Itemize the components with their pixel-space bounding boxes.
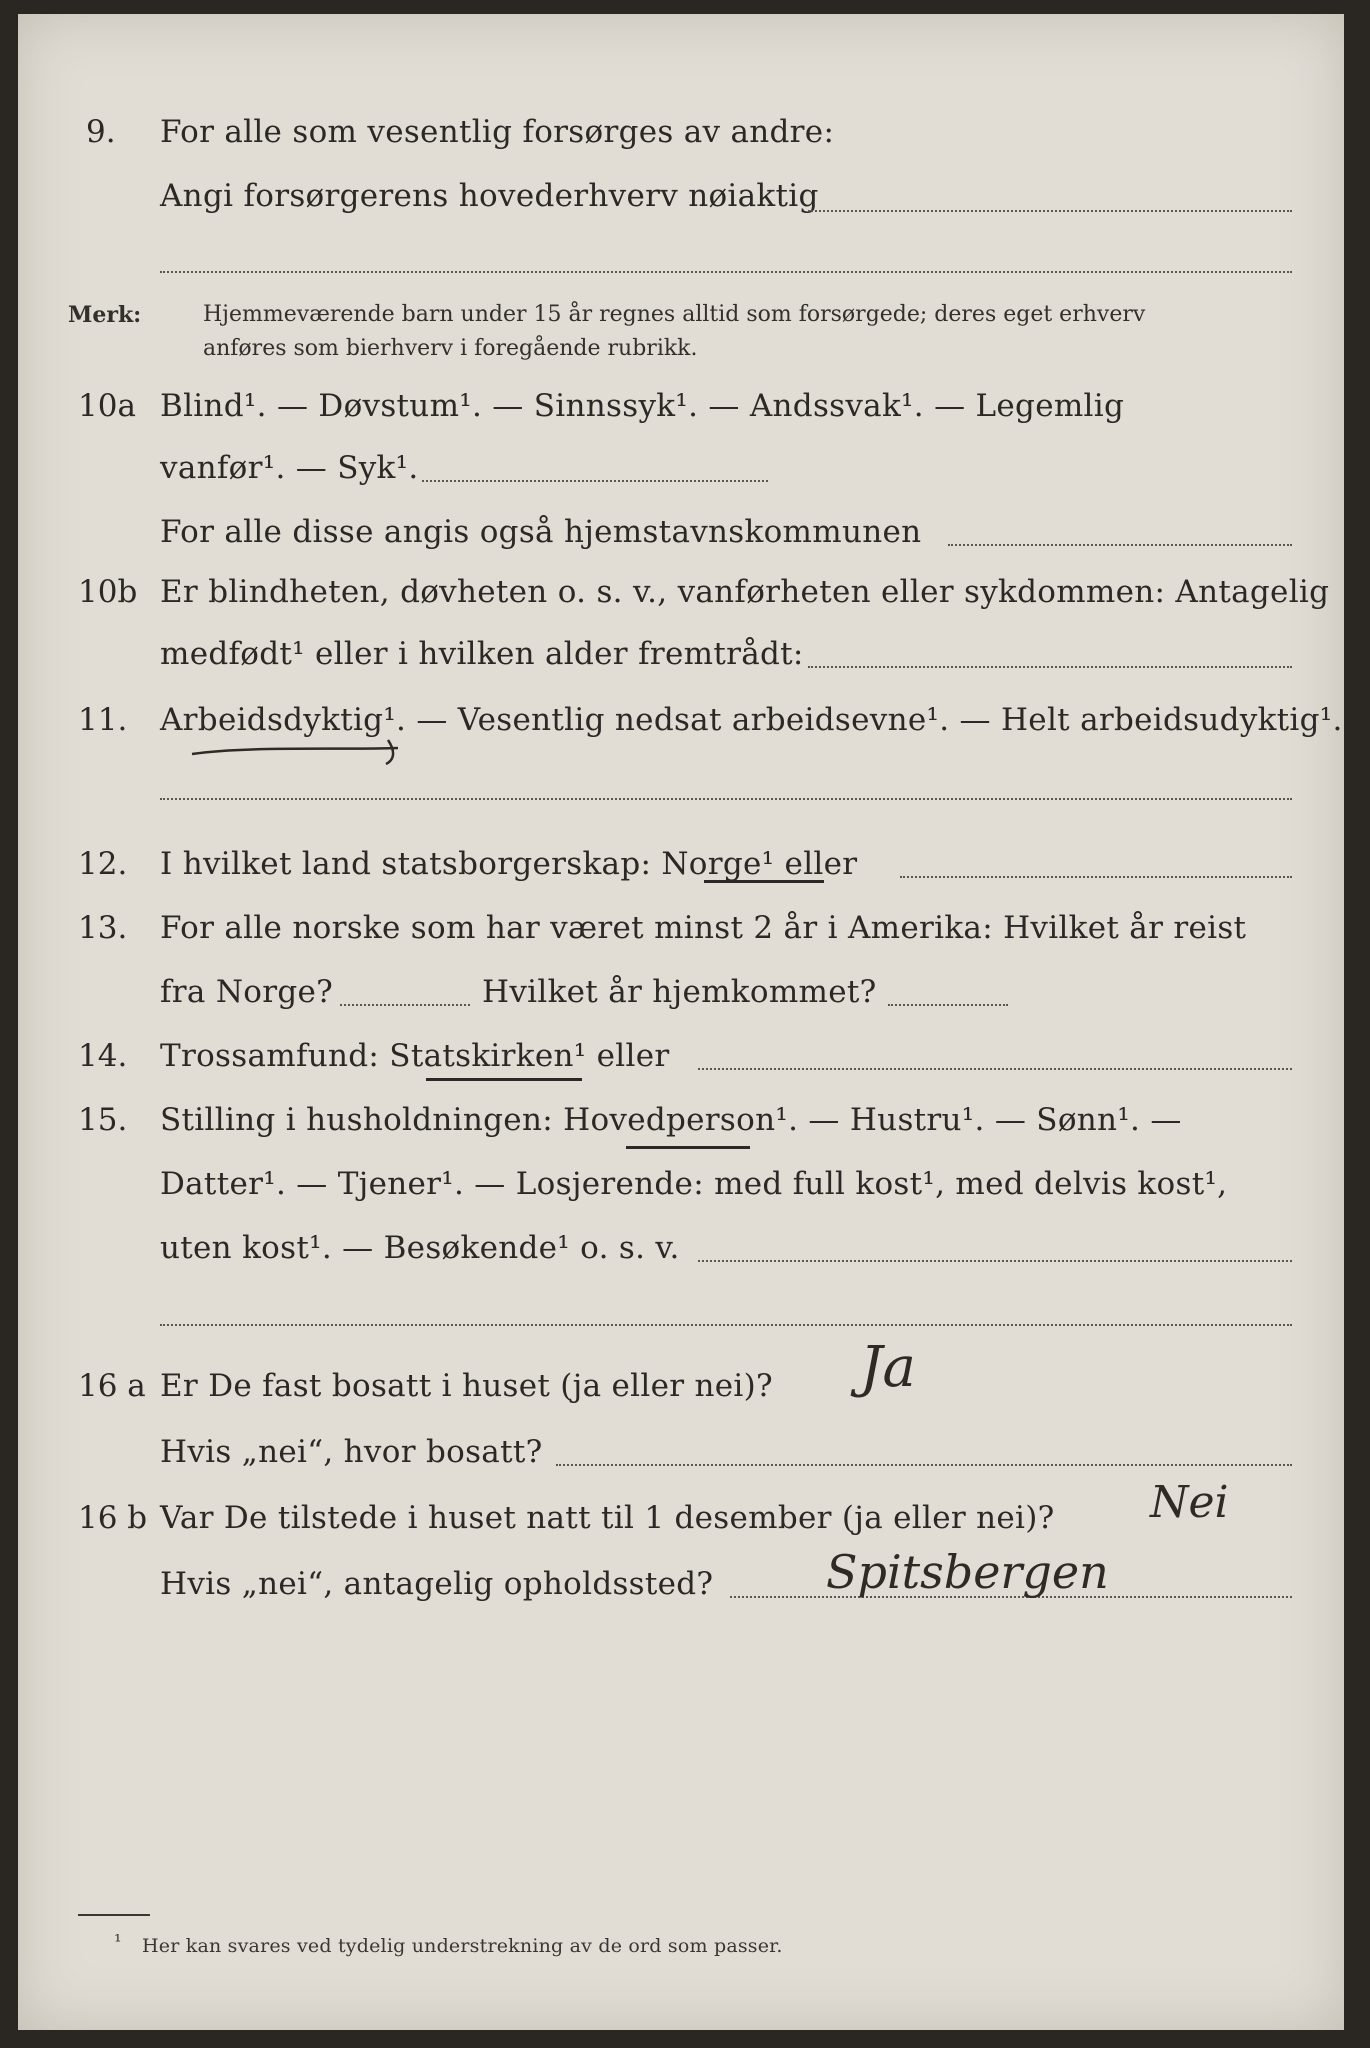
q14-text: Trossamfund: Statskirken¹ eller	[160, 1038, 670, 1074]
q15-text-line1: Stilling i husholdningen: Hovedperson¹. — Hustru¹. — Sønn¹. —	[160, 1102, 1182, 1138]
q15-text-line3: uten kost¹. — Besøkende¹ o. s. v.	[160, 1230, 680, 1266]
footnote-rule	[78, 1914, 150, 1916]
q9-provider-occupation-label: Angi forsørgerens hovederhverv nøiaktig	[160, 178, 819, 214]
q12-number: 12.	[78, 846, 128, 882]
q13-number: 13.	[78, 910, 128, 946]
q11-text: Arbeidsdyktig¹. — Vesentlig nedsat arbeidsevne¹. — Helt arbeidsudyktig¹.	[160, 702, 1343, 738]
q10a-sick-answer-line[interactable]	[422, 480, 768, 482]
merk-text-line1: Hjemmeværende barn under 15 år regnes alltid som forsørgede; deres eget erhverv	[203, 302, 1146, 327]
q13-returned-label: Hvilket år hjemkommet?	[482, 974, 877, 1010]
q12-norge-underline-mark	[704, 880, 824, 883]
q9-number: 9.	[86, 114, 116, 150]
q16a-handwritten-answer: Ja	[860, 1335, 916, 1400]
q10a-home-municipality-label: For alle disse angis også hjemstavnskommunen	[160, 514, 922, 550]
q15-answer-line-2[interactable]	[160, 1324, 1292, 1326]
q16b-text: Var De tilstede i huset natt til 1 desember (ja eller nei)?	[160, 1500, 1055, 1536]
q15-answer-line[interactable]	[698, 1260, 1292, 1262]
q16b-handwritten-whereabouts: Spitsbergen	[826, 1545, 1109, 1599]
q10b-text-line2: medfødt¹ eller i hvilken alder fremtrådt:	[160, 636, 804, 672]
merk-text-line2: anføres som bierhverv i foregående rubrikk.	[203, 336, 698, 361]
q14-answer-line[interactable]	[698, 1068, 1292, 1070]
q16a-text: Er De fast bosatt i huset (ja eller nei)?	[160, 1368, 773, 1404]
q14-statskirken-underline-mark	[426, 1078, 582, 1081]
q16b-whereabouts-label: Hvis „nei“, antagelig opholdssted?	[160, 1566, 714, 1602]
q10b-answer-line[interactable]	[808, 666, 1292, 668]
q10a-number: 10a	[78, 388, 136, 424]
footnote-marker: ¹	[114, 1931, 122, 1953]
q9-text: For alle som vesentlig forsørges av andre:	[160, 114, 835, 150]
census-form-page	[18, 14, 1344, 2030]
q10a-municipality-answer-line[interactable]	[948, 544, 1292, 546]
q16a-where-label: Hvis „nei“, hvor bosatt?	[160, 1434, 543, 1470]
q10a-text-line1: Blind¹. — Døvstum¹. — Sinnssyk¹. — Andssvak¹. — Legemlig	[160, 388, 1125, 424]
q11-arbeidsdyktig-underline-mark	[188, 736, 408, 766]
q10b-number: 10b	[78, 574, 138, 610]
q9-answer-line[interactable]	[808, 210, 1292, 212]
merk-label: Merk:	[68, 302, 142, 328]
q16a-where-answer-line[interactable]	[556, 1464, 1292, 1466]
q10a-text-line2: vanfør¹. — Syk¹.	[160, 450, 419, 486]
q13-emigrated-answer-line[interactable]	[340, 1004, 470, 1006]
q15-text-line2: Datter¹. — Tjener¹. — Losjerende: med full kost¹, med delvis kost¹,	[160, 1166, 1228, 1202]
q16b-handwritten-answer-present: Nei	[1150, 1477, 1229, 1528]
q16a-number: 16 a	[78, 1368, 146, 1404]
q11-number: 11.	[78, 702, 128, 738]
q12-text: I hvilket land statsborgerskap: Norge¹ eller	[160, 846, 858, 882]
q15-hovedperson-underline-mark	[626, 1146, 750, 1149]
footnote-text: Her kan svares ved tydelig understrekning av de ord som passer.	[142, 1935, 783, 1957]
q16b-number: 16 b	[78, 1500, 148, 1536]
q13-text-line1: For alle norske som har været minst 2 år i Amerika: Hvilket år reist	[160, 910, 1247, 946]
q14-number: 14.	[78, 1038, 128, 1074]
q11-answer-line[interactable]	[160, 798, 1292, 800]
q13-emigrated-label: fra Norge?	[160, 974, 334, 1010]
q9-answer-line-2[interactable]	[160, 271, 1292, 273]
q13-returned-answer-line[interactable]	[888, 1004, 1008, 1006]
q12-answer-line[interactable]	[900, 876, 1292, 878]
q15-number: 15.	[78, 1102, 128, 1138]
q10b-text-line1: Er blindheten, døvheten o. s. v., vanførheten eller sykdommen: Antagelig	[160, 574, 1330, 610]
